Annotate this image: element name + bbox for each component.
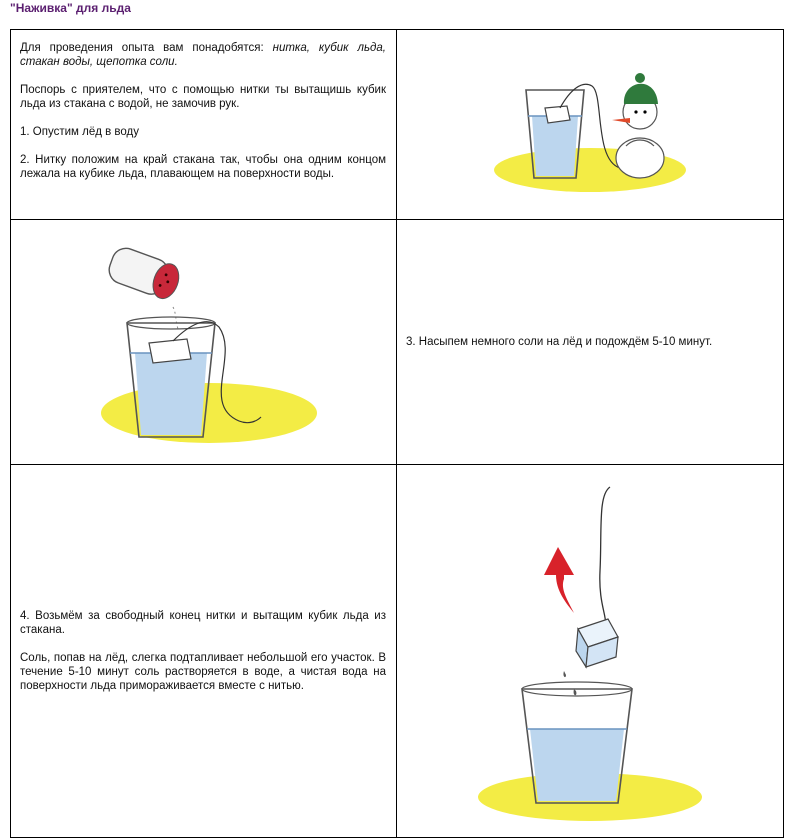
salt-shaker (105, 244, 183, 302)
salt-shaker-illustration (89, 235, 319, 450)
step-1-text: 1. Опустим лёд в воду (20, 126, 140, 138)
step-text-cell (397, 220, 784, 465)
puddle (101, 383, 317, 443)
intro-plain: Для проведения опыта вам понадобятся: (20, 42, 273, 54)
glass-water (135, 353, 207, 435)
ice-cube (576, 619, 618, 667)
table-row (11, 220, 784, 465)
bet-text: Поспорь с приятелем, что с помощью нитки ты вытащишь кубик льда из стакана с водой, не замочив рук. (20, 84, 386, 110)
step-4-text: 4. Возьмём за свободный конец нитки и вытащим кубик льда из стакана. (20, 610, 386, 636)
page-title: "Наживка" для льда (10, 1, 131, 15)
snowman-body (616, 138, 664, 178)
glass-snowman-illustration (490, 50, 690, 200)
glass-water (532, 116, 578, 176)
step-image-cell (397, 30, 784, 220)
step-image-cell (11, 220, 397, 465)
table-row (11, 465, 784, 838)
table-row (11, 30, 784, 220)
step-text-cell (11, 465, 397, 838)
experiment-table (10, 29, 784, 838)
glass-water (530, 729, 624, 801)
intro-text (20, 41, 386, 69)
snowman-hat (624, 83, 658, 103)
step-image-cell (397, 465, 784, 838)
explanation-text: Соль, попав на лёд, слегка подтапливает небольшой его участок. В течение 5-10 минут соль растворяется в воде, а чистая вода на поверхности льда примораживается вместе с нитью. (20, 652, 386, 692)
snowman-nose (612, 118, 630, 123)
step-text-cell (11, 30, 397, 220)
ice-cube (545, 106, 570, 123)
lifting-ice-illustration (470, 471, 710, 831)
step-2-text: 2. Нитку положим на край стакана так, чтобы она одним концом лежала на кубике льда, плавающем на поверхности воды. (20, 154, 386, 180)
string (600, 487, 610, 633)
up-arrow-icon (544, 547, 574, 613)
intro-items: нитка, кубик льда, стакан воды, щепотка соли. (20, 42, 386, 68)
ice-cube (149, 339, 191, 363)
step-3-text: 3. Насыпем немного соли на лёд и подождём 5-10 минут. (406, 336, 713, 348)
